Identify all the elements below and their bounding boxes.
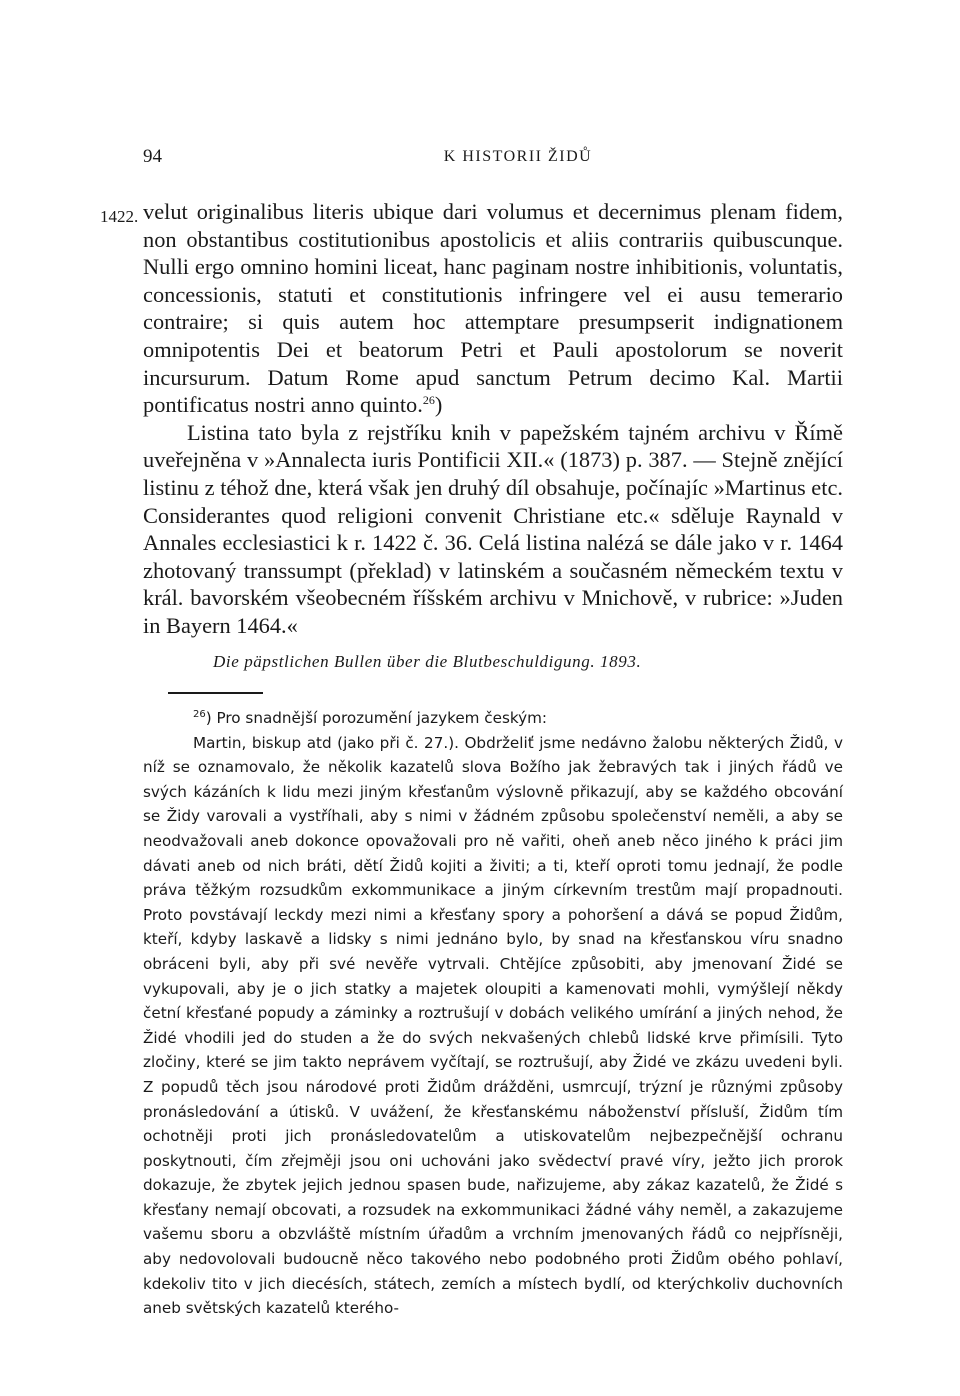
page-header: [143, 146, 843, 172]
footnote: [143, 706, 843, 1321]
footnote-reference[interactable]: 26: [422, 393, 435, 408]
czech-paragraph: Listina tato byla z rejstříku knih v papežském tajném archivu v Římě uveřejněna v »Annalecta iuris Pontificii XII.« (1873) p. 387. — Stejně znějící listinu z téhož dne, která však jen druhý díl obsahuje, počínajíc »Martinus etc. Considerantes quod religioni convenit Christiane etc.« sděluje Raynald v Annales ecclesiastici k r. 1422 č. 36. Celá listina nalézá se dále jako v r. 1464 zhotovaný transsumpt (překlad) v latinském a současném německém textu v král. bavorském všeobecném říšském archivu v Mnichově, v rubrice: »Juden in Bayern 1464.«: [143, 419, 843, 638]
footnote-heading: [143, 706, 843, 731]
margin-year: 1422.: [100, 207, 139, 226]
page-number: 94: [143, 146, 162, 167]
footnote-heading-text: ) Pro snadnější porozumění jazykem českým:: [205, 709, 548, 727]
footnote-text: Martin, biskup atd (jako při č. 27.). Obdrželiť jsme nedávno žalobu některých Židů, v níž se oznamovalo, že několik kazatelů slova Božího jak žebravých tak i jiných řádů ve svých kázáních k lidu mezi jiným křesťanům výslovně přikazují, aby se každého obcování se Židy varovali a vystříhali, aby s nimi v žádném způsobu společenství neměli, a aby se neodvažovali aneb dokonce opovažovali pro ně vařiti, oheň aneb něco jiného k práci jim dávati aneb od nich bráti, dětí Židů kojiti a živiti; a ti, kteří oproti tomu jednají, že podle práva těžkým rozsudkům exkommunikace a jiným církevním trestům mají propadnouti. Proto povstávají leckdy mezi nimi a křesťany spory a pohoršení a dává se popud Židům, kteří, kdyby laskavě a lidsky s nimi jednáno bylo, by snad na křesťanskou víru snadno obráceni byli, aby při své nevěře vytrvali. Chtějíce způsobiti, aby jmenovaní Židé se vykupovali, aby je o jich statky a majetek oloupiti a kamenovati mohli, vymýšlejí někdy četní křesťané popudy a záminky a roztrušují v dobách velikého umírání a jiných nehod, že Židé vhodili jed do studen a že do svých nekvašených chlebů lidské krve přimísili. Tyto zločiny, které se jim takto neprávem vyčítají, se roztrušují, aby Židé ve zkázu uvedeni byli. Z popudů těch jsou národové proti Židům drážděni, usmrcují, trýzní je různými způsoby pronásledování a útisků. V uvážení, že křesťanskému náboženství přísluší, Židům tím ochotněji proti jich pronásledovatelům a utiskovatelům nejbezpečnější ochranu poskytnouti, čím zřejměji jsou oni uchováni jako svědectví pravé víry, ježto jich prorok dokazuje, že zbytek jejich jednou spasen bude, nařizujeme, aby zákaz kazatelů, že Židé s křesťany nemají obcovati, a rozsudek na exkommunikaci žádné váhy neměl, a zakazujeme vašemu sboru a obzvláště místním úřadům a vrchním jmenovaných řádů co nejpřísněji, aby nedovolovali budoucně něco takového nebo podobného proti Židům obého pohlaví, kdekoliv tito v jich diecésích, státech, zemích a místech bydlí, od kterýchkoliv duchovních aneb světských kazatelů kterého-: [143, 733, 843, 1318]
citation: Die päpstlichen Bullen über die Blutbeschuldigung. 1893.: [213, 652, 642, 671]
latin-paragraph: [143, 198, 843, 419]
footnote-divider: [168, 692, 263, 694]
latin-text: velut originalibus literis ubique dari volumus et decernimus plenam fidem, non obstantibus costitutionibus apostolicis et aliis contrariis quibuscunque. Nulli ergo omnino homini liceat, hanc paginam nostre inhibitionis, voluntatis, concessionis, statuti et constitutionis infringere vel ei ausu temerario contraire; si quis autem hoc attemptare presumpserit indignationem omnipotentis Dei et beatorum Petri et Pauli apostolorum se noverit incursurum. Datum Rome apud sanctum Petrum decimo Kal. Martii pontificatus nostri anno quinto.: [143, 199, 843, 418]
footnote-number: 26: [193, 709, 206, 720]
closing-paren: ): [434, 392, 443, 418]
main-text: [143, 198, 843, 640]
running-head: K HISTORII ŽIDŮ: [443, 148, 593, 165]
